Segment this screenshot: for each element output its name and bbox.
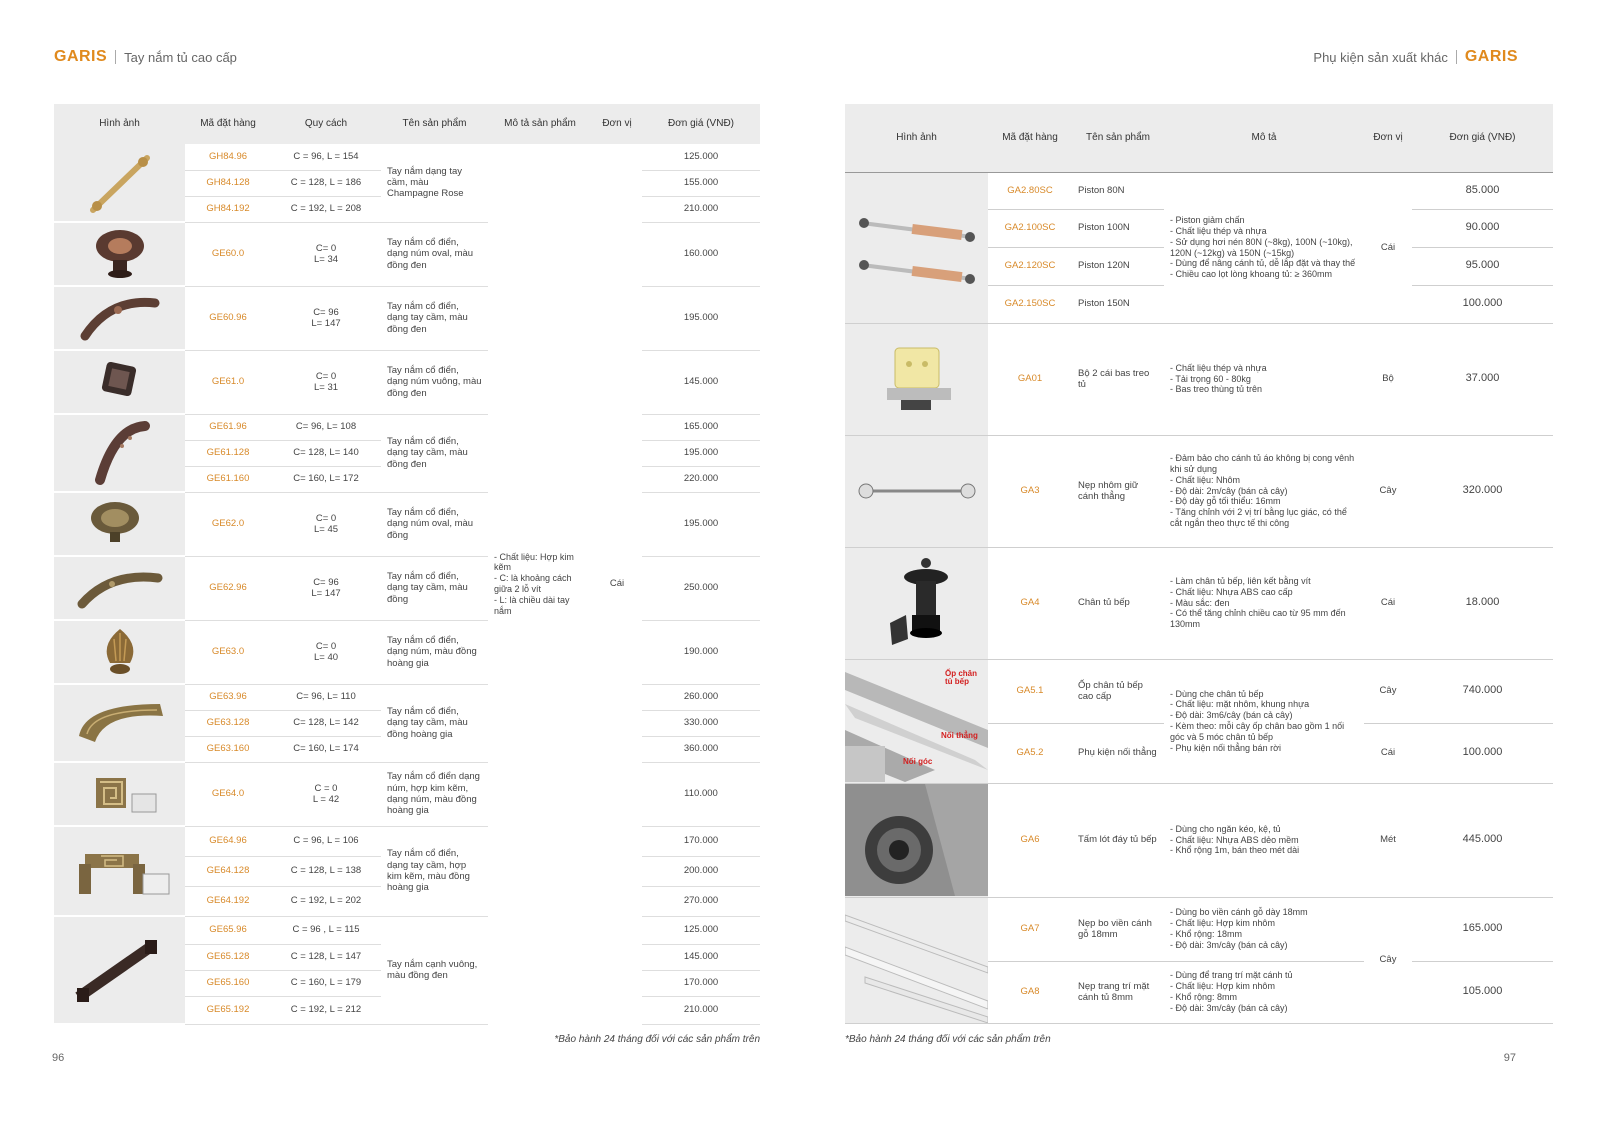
product-row bbox=[845, 172, 1553, 209]
square-knob-image bbox=[54, 351, 185, 413]
order-code: GA6 bbox=[988, 783, 1072, 897]
right-section-title: Phụ kiện sản xuất khác bbox=[1313, 49, 1448, 65]
order-code: GE65.160 bbox=[185, 970, 271, 996]
price: 195.000 bbox=[642, 440, 760, 466]
column-header: Đơn giá (VNĐ) bbox=[642, 104, 760, 144]
price: 740.000 bbox=[1412, 659, 1553, 723]
spec: C = 192, L = 202 bbox=[271, 886, 381, 916]
product-description: - Dùng che chân tủ bếp - Chất liệu: mặt nhôm, khung nhựa - Độ dài: 3m6/cây (bán cả cây) - Kèm theo: mỗi cây ốp chân bao gồm 1 nối góc và 5 móc chân tủ bếp - Phụ kiện nối thẳng bán rời bbox=[1164, 659, 1364, 783]
spec: C= 96, L= 110 bbox=[271, 684, 381, 710]
spec: C = 128, L = 138 bbox=[271, 856, 381, 886]
order-code: GA8 bbox=[988, 961, 1072, 1023]
cabinet-leg-image bbox=[845, 548, 988, 658]
spec: C= 160, L= 174 bbox=[271, 736, 381, 762]
bronze-curved-handle-image bbox=[54, 557, 185, 619]
image-cell bbox=[54, 350, 185, 414]
price: 160.000 bbox=[642, 222, 760, 286]
product-name: Tay nắm cạnh vuông, màu đồng đen bbox=[381, 916, 488, 1024]
hanging-bracket-image bbox=[845, 324, 988, 434]
price: 200.000 bbox=[642, 856, 760, 886]
royal-arch-handle-image bbox=[54, 685, 185, 761]
price: 195.000 bbox=[642, 286, 760, 350]
price: 250.000 bbox=[642, 556, 760, 620]
header-divider bbox=[115, 50, 116, 64]
price: 360.000 bbox=[642, 736, 760, 762]
image-cell bbox=[54, 286, 185, 350]
product-row bbox=[54, 762, 760, 826]
product-description: - Piston giảm chấn - Chất liệu thép và nhựa - Sử dụng hơi nén 80N (~8kg), 100N (~10kg), 120N (~12kg) và 150N (~15kg) - Dùng để nâng cánh tủ, dễ lắp đặt và thay thế - Chiều cao lọt lòng khoang tủ: ≥ 360mm bbox=[1164, 172, 1364, 323]
handles-price-table bbox=[54, 104, 760, 1025]
price: 95.000 bbox=[1412, 247, 1553, 285]
price: 165.000 bbox=[642, 414, 760, 440]
order-code: GE63.96 bbox=[185, 684, 271, 710]
product-row bbox=[54, 620, 760, 684]
product-name: Ốp chân tủ bếp cao cấp bbox=[1072, 659, 1164, 723]
product-description: - Làm chân tủ bếp, liên kết bằng vít - Chất liệu: Nhựa ABS cao cấp - Màu sắc: đen - Có thể tăng chỉnh chiều cao từ 95 mm đến 130mm bbox=[1164, 547, 1364, 659]
order-code: GH84.192 bbox=[185, 196, 271, 222]
spec: C= 96 L= 147 bbox=[271, 286, 381, 350]
image-cell bbox=[54, 620, 185, 684]
order-code: GH84.96 bbox=[185, 144, 271, 170]
price: 100.000 bbox=[1412, 723, 1553, 783]
aluminium-rod-image bbox=[845, 436, 988, 546]
product-name: Chân tủ bếp bbox=[1072, 547, 1164, 659]
column-header: Đơn vị bbox=[1364, 104, 1412, 172]
price: 125.000 bbox=[642, 916, 760, 944]
column-header: Hình ảnh bbox=[54, 104, 185, 144]
image-callout-label: Nối thẳng bbox=[941, 730, 978, 740]
order-code: GE64.128 bbox=[185, 856, 271, 886]
image-cell bbox=[54, 492, 185, 556]
edge-profile-image bbox=[845, 898, 988, 1022]
unit: Cây bbox=[1364, 435, 1412, 547]
greek-bar-handle-image bbox=[54, 827, 185, 915]
image-cell bbox=[845, 659, 988, 783]
price: 165.000 bbox=[1412, 897, 1553, 961]
spec: C= 128, L= 140 bbox=[271, 440, 381, 466]
brand-logo: GARIS bbox=[54, 48, 108, 65]
order-code: GE61.96 bbox=[185, 414, 271, 440]
image-cell bbox=[845, 435, 988, 547]
image-cell bbox=[845, 897, 988, 1023]
spec: C= 128, L= 142 bbox=[271, 710, 381, 736]
unit: Bộ bbox=[1364, 323, 1412, 435]
image-cell bbox=[54, 414, 185, 492]
product-description: - Dùng bo viền cánh gỗ dày 18mm - Chất liệu: Hợp kim nhôm - Khổ rộng: 18mm - Độ dài: 3m/cây (bán cả cây) bbox=[1164, 897, 1364, 961]
order-code: GE65.96 bbox=[185, 916, 271, 944]
price: 220.000 bbox=[642, 466, 760, 492]
product-name: Tay nắm cổ điển, dạng tay cầm, màu đồng bbox=[381, 556, 488, 620]
product-name: Tay nắm cổ điển, dạng núm oval, màu đồng bbox=[381, 492, 488, 556]
column-header: Đơn vị bbox=[592, 104, 642, 144]
price: 90.000 bbox=[1412, 209, 1553, 247]
product-row bbox=[54, 826, 760, 856]
order-code: GA2.80SC bbox=[988, 172, 1072, 209]
product-name: Tay nắm cổ điển, dạng tay cầm, màu đồng đen bbox=[381, 414, 488, 492]
product-row bbox=[54, 684, 760, 710]
brand-logo: GARIS bbox=[1464, 48, 1518, 65]
left-header bbox=[54, 48, 237, 66]
table-header-row bbox=[54, 104, 760, 144]
image-cell bbox=[54, 684, 185, 762]
price: 18.000 bbox=[1412, 547, 1553, 659]
spec: C = 192, L = 208 bbox=[271, 196, 381, 222]
product-name: Bộ 2 cái bas treo tủ bbox=[1072, 323, 1164, 435]
order-code: GE64.96 bbox=[185, 826, 271, 856]
spec: C = 96, L = 106 bbox=[271, 826, 381, 856]
product-description: - Chất liệu thép và nhựa - Tải trọng 60 - 80kg - Bas treo thùng tủ trên bbox=[1164, 323, 1364, 435]
header-divider bbox=[1456, 50, 1457, 64]
unit: Cây bbox=[1364, 659, 1412, 723]
price: 85.000 bbox=[1412, 172, 1553, 209]
gas-piston-image bbox=[845, 173, 988, 322]
order-code: GE61.128 bbox=[185, 440, 271, 466]
order-code: GA2.150SC bbox=[988, 285, 1072, 323]
image-cell bbox=[54, 762, 185, 826]
spec: C = 128, L = 147 bbox=[271, 944, 381, 970]
spec: C= 0 L= 40 bbox=[271, 620, 381, 684]
order-code: GA2.120SC bbox=[988, 247, 1072, 285]
product-name: Piston 120N bbox=[1072, 247, 1164, 285]
unit: Cái bbox=[1364, 172, 1412, 323]
product-name: Piston 100N bbox=[1072, 209, 1164, 247]
unit: Cái bbox=[1364, 547, 1412, 659]
column-header: Mô tả sản phẩm bbox=[488, 104, 592, 144]
product-row bbox=[54, 556, 760, 620]
price: 445.000 bbox=[1412, 783, 1553, 897]
column-header: Hình ảnh bbox=[845, 104, 988, 172]
right-page bbox=[800, 0, 1600, 1138]
order-code: GA5.2 bbox=[988, 723, 1072, 783]
price: 330.000 bbox=[642, 710, 760, 736]
square-bar-handle-image bbox=[54, 917, 185, 1023]
product-row bbox=[54, 222, 760, 286]
order-code: GE63.160 bbox=[185, 736, 271, 762]
image-cell bbox=[845, 783, 988, 897]
image-cell bbox=[54, 222, 185, 286]
column-header: Mã đặt hàng bbox=[988, 104, 1072, 172]
order-code: GE64.0 bbox=[185, 762, 271, 826]
order-code: GE63.0 bbox=[185, 620, 271, 684]
image-cell bbox=[54, 556, 185, 620]
table-header-row bbox=[845, 104, 1553, 172]
spec: C= 96, L= 108 bbox=[271, 414, 381, 440]
column-header: Đơn giá (VNĐ) bbox=[1412, 104, 1553, 172]
price: 195.000 bbox=[642, 492, 760, 556]
order-code: GE65.128 bbox=[185, 944, 271, 970]
product-name: Tay nắm cổ điển, dạng tay cầm, màu đồng đen bbox=[381, 286, 488, 350]
price: 37.000 bbox=[1412, 323, 1553, 435]
warranty-note: *Bảo hành 24 tháng đối với các sản phẩm trên bbox=[554, 1034, 760, 1045]
product-description: - Đảm bảo cho cánh tủ áo không bị cong vênh khi sử dụng - Chất liệu: Nhôm - Độ dài: 2m/cây (bán cả cây) - Độ dày gỗ tối thiểu: 16mm - Tăng chỉnh với 2 vị trí bằng lục giác, có thể cắt ngắn theo thực tế thi công bbox=[1164, 435, 1364, 547]
product-row bbox=[54, 492, 760, 556]
product-name: Nẹp nhôm giữ cánh thẳng bbox=[1072, 435, 1164, 547]
copper-curved-handle-image bbox=[54, 287, 185, 349]
product-name: Tay nắm cổ điển, dạng núm, màu đồng hoàng gia bbox=[381, 620, 488, 684]
copper-arch-handle-image bbox=[54, 415, 185, 491]
price: 170.000 bbox=[642, 826, 760, 856]
product-name: Tay nắm cổ điển, dạng núm vuông, màu đồng đen bbox=[381, 350, 488, 414]
unit: Mét bbox=[1364, 783, 1412, 897]
unit: Cái bbox=[609, 578, 625, 590]
order-code: GE62.0 bbox=[185, 492, 271, 556]
spec: C= 96 L= 147 bbox=[271, 556, 381, 620]
order-code: GA01 bbox=[988, 323, 1072, 435]
order-code: GE64.192 bbox=[185, 886, 271, 916]
shell-knob-image bbox=[54, 621, 185, 683]
product-row bbox=[54, 144, 760, 170]
image-cell bbox=[845, 172, 988, 323]
price: 210.000 bbox=[642, 196, 760, 222]
product-row bbox=[845, 323, 1553, 435]
product-name: Nẹp trang trí mặt cánh tủ 8mm bbox=[1072, 961, 1164, 1023]
order-code: GE62.96 bbox=[185, 556, 271, 620]
price: 270.000 bbox=[642, 886, 760, 916]
product-name: Piston 80N bbox=[1072, 172, 1164, 209]
spec: C = 96, L = 154 bbox=[271, 144, 381, 170]
product-name: Tay nắm dạng tay cầm, màu Champagne Rose bbox=[381, 144, 488, 222]
image-callout-label: Nối góc bbox=[903, 756, 933, 766]
column-header: Mô tả bbox=[1164, 104, 1364, 172]
column-header: Tên sản phẩm bbox=[1072, 104, 1164, 172]
product-name: Nẹp bo viền cánh gỗ 18mm bbox=[1072, 897, 1164, 961]
spec: C = 192, L = 212 bbox=[271, 996, 381, 1024]
spec: C= 0 L= 45 bbox=[271, 492, 381, 556]
product-name: Phụ kiện nối thẳng bbox=[1072, 723, 1164, 783]
copper-oval-knob-image bbox=[54, 223, 185, 285]
price: 105.000 bbox=[1412, 961, 1553, 1023]
spec: C= 160, L= 172 bbox=[271, 466, 381, 492]
price: 320.000 bbox=[1412, 435, 1553, 547]
order-code: GE65.192 bbox=[185, 996, 271, 1024]
order-code: GA3 bbox=[988, 435, 1072, 547]
product-name: Tấm lót đáy tủ bếp bbox=[1072, 783, 1164, 897]
mat-roll-image bbox=[845, 784, 988, 896]
product-name: Tay nắm cổ điển, dạng tay cầm, màu đồng hoàng gia bbox=[381, 684, 488, 762]
page-number: 96 bbox=[52, 1052, 65, 1064]
price: 210.000 bbox=[642, 996, 760, 1024]
price: 125.000 bbox=[642, 144, 760, 170]
spec: C= 0 L= 34 bbox=[271, 222, 381, 286]
left-section-title: Tay nắm tủ cao cấp bbox=[124, 49, 237, 65]
product-row bbox=[845, 435, 1553, 547]
image-callout-label: Ốp chân tủ bếp bbox=[945, 668, 978, 686]
image-cell bbox=[54, 144, 185, 222]
product-row bbox=[54, 916, 760, 944]
order-code: GH84.128 bbox=[185, 170, 271, 196]
accessories-price-table bbox=[845, 104, 1553, 1024]
warranty-note: *Bảo hành 24 tháng đối với các sản phẩm trên bbox=[845, 1034, 1051, 1045]
spec: C = 160, L = 179 bbox=[271, 970, 381, 996]
price: 170.000 bbox=[642, 970, 760, 996]
image-cell bbox=[54, 826, 185, 916]
product-row bbox=[845, 547, 1553, 659]
order-code: GE60.96 bbox=[185, 286, 271, 350]
product-row bbox=[54, 414, 760, 440]
product-row bbox=[845, 897, 1553, 961]
product-row bbox=[845, 783, 1553, 897]
product-name: Piston 150N bbox=[1072, 285, 1164, 323]
price: 110.000 bbox=[642, 762, 760, 826]
image-cell bbox=[845, 323, 988, 435]
order-code: GE61.160 bbox=[185, 466, 271, 492]
image-cell bbox=[845, 547, 988, 659]
column-header: Mã đặt hàng bbox=[185, 104, 271, 144]
order-code: GA7 bbox=[988, 897, 1072, 961]
price: 100.000 bbox=[1412, 285, 1553, 323]
product-row bbox=[54, 286, 760, 350]
order-code: GA5.1 bbox=[988, 659, 1072, 723]
price: 145.000 bbox=[642, 944, 760, 970]
price: 145.000 bbox=[642, 350, 760, 414]
spec: C = 0 L = 42 bbox=[271, 762, 381, 826]
product-name: Tay nắm cổ điển, dạng núm oval, màu đồng đen bbox=[381, 222, 488, 286]
product-name: Tay nắm cổ điển, dạng tay cầm, hợp kim kẽm, màu đồng hoàng gia bbox=[381, 826, 488, 916]
column-header: Quy cách bbox=[271, 104, 381, 144]
order-code: GA2.100SC bbox=[988, 209, 1072, 247]
price: 260.000 bbox=[642, 684, 760, 710]
bronze-oval-knob-image bbox=[54, 493, 185, 555]
image-cell bbox=[54, 916, 185, 1024]
unit: Cây bbox=[1364, 897, 1412, 1023]
page-number: 97 bbox=[1503, 1052, 1516, 1064]
price: 190.000 bbox=[642, 620, 760, 684]
spec: C = 96 , L = 115 bbox=[271, 916, 381, 944]
product-description: - Dùng cho ngăn kéo, kệ, tủ - Chất liệu: Nhựa ABS dẻo mềm - Khổ rộng 1m, bán theo mét dài bbox=[1164, 783, 1364, 897]
unit: Cái bbox=[1364, 723, 1412, 783]
order-code: GA4 bbox=[988, 547, 1072, 659]
column-header: Tên sản phẩm bbox=[381, 104, 488, 144]
greek-knob-image bbox=[54, 763, 185, 825]
order-code: GE63.128 bbox=[185, 710, 271, 736]
right-header bbox=[1313, 48, 1518, 66]
product-name: Tay nắm cổ điển dạng núm, hợp kim kẽm, dạng núm, màu đồng hoàng gia bbox=[381, 762, 488, 826]
spec: C = 128, L = 186 bbox=[271, 170, 381, 196]
product-description: - Dùng để trang trí mặt cánh tủ - Chất liệu: Hợp kim nhôm - Khổ rộng: 8mm - Độ dài: 3m/cây (bán cả cây) bbox=[1164, 961, 1364, 1023]
product-description: - Chất liệu: Hợp kim kẽm - C: là khoảng cách giữa 2 lỗ vít - L: là chiều dài tay nắm bbox=[494, 551, 574, 616]
spec: C= 0 L= 31 bbox=[271, 350, 381, 414]
order-code: GE60.0 bbox=[185, 222, 271, 286]
price: 155.000 bbox=[642, 170, 760, 196]
product-row bbox=[54, 350, 760, 414]
order-code: GE61.0 bbox=[185, 350, 271, 414]
gold-bar-handle-image bbox=[54, 145, 185, 221]
product-row bbox=[845, 659, 1553, 723]
